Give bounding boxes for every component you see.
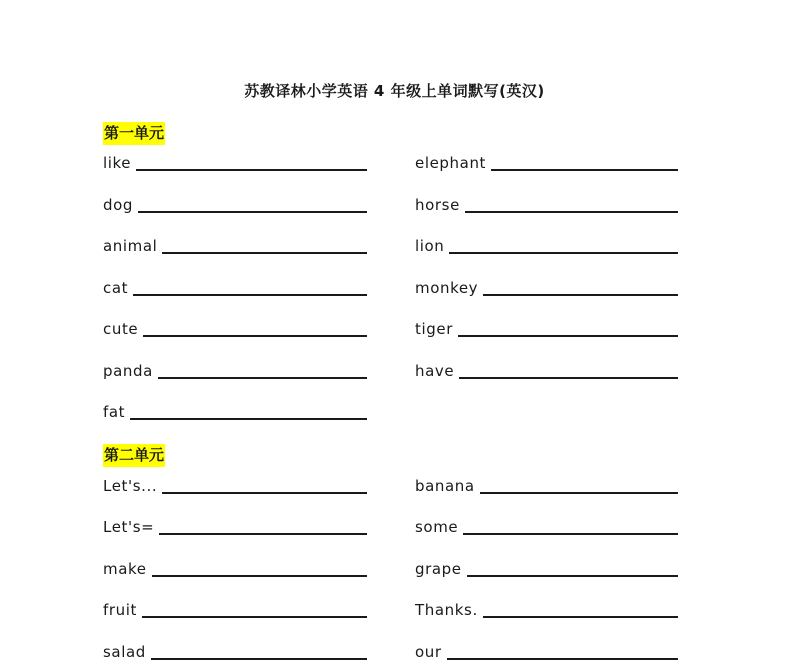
answer-blank[interactable] (465, 211, 678, 213)
word-entry (103, 275, 367, 297)
unit-2-heading: 第二单元 (103, 444, 165, 467)
word-label: like (103, 154, 132, 172)
word-label: Let's= (103, 518, 155, 536)
word-entry (103, 399, 367, 421)
answer-blank[interactable] (136, 169, 367, 171)
word-entry (415, 150, 678, 172)
answer-blank[interactable] (449, 252, 678, 254)
answer-blank[interactable] (447, 658, 678, 660)
word-entry (415, 275, 678, 297)
word-label: animal (103, 237, 158, 255)
word-entry (415, 316, 678, 338)
answer-blank[interactable] (483, 616, 678, 618)
answer-blank[interactable] (162, 492, 367, 494)
word-label: lion (415, 237, 445, 255)
word-entry (103, 514, 367, 536)
answer-blank[interactable] (152, 575, 367, 577)
word-label: salad (103, 643, 146, 661)
word-label: elephant (415, 154, 487, 172)
answer-blank[interactable] (459, 377, 678, 379)
word-entry (415, 597, 678, 619)
word-label: grape (415, 560, 462, 578)
word-entry (103, 473, 367, 495)
answer-blank[interactable] (143, 335, 367, 337)
answer-blank[interactable] (467, 575, 678, 577)
answer-blank[interactable] (458, 335, 678, 337)
word-entry (415, 233, 678, 255)
word-entry (415, 358, 678, 380)
word-label: cute (103, 320, 139, 338)
answer-blank[interactable] (463, 533, 678, 535)
answer-blank[interactable] (142, 616, 367, 618)
answer-blank[interactable] (159, 533, 367, 535)
word-label: Let's... (103, 477, 158, 495)
word-entry (103, 556, 367, 578)
word-entry (103, 639, 367, 661)
word-label: some (415, 518, 459, 536)
word-entry (415, 556, 678, 578)
word-label: Thanks. (415, 601, 478, 619)
word-label: horse (415, 196, 460, 214)
answer-blank[interactable] (133, 294, 367, 296)
page-title: 苏教译林小学英语 4 年级上单词默写(英汉) (244, 82, 545, 100)
word-entry (103, 192, 367, 214)
word-entry (103, 316, 367, 338)
word-entry (415, 639, 678, 661)
answer-blank[interactable] (491, 169, 678, 171)
word-entry (415, 192, 678, 214)
word-label: panda (103, 362, 153, 380)
word-entry (103, 233, 367, 255)
unit-1-heading: 第一单元 (103, 122, 165, 145)
word-entry (103, 358, 367, 380)
word-label: our (415, 643, 442, 661)
word-entry (415, 514, 678, 536)
word-label: cat (103, 279, 129, 297)
word-label: make (103, 560, 147, 578)
word-label: tiger (415, 320, 453, 338)
answer-blank[interactable] (138, 211, 367, 213)
word-label: banana (415, 477, 475, 495)
answer-blank[interactable] (480, 492, 678, 494)
word-entry (103, 150, 367, 172)
word-entry (103, 597, 367, 619)
answer-blank[interactable] (151, 658, 367, 660)
answer-blank[interactable] (130, 418, 367, 420)
word-label: fat (103, 403, 126, 421)
word-label: dog (103, 196, 134, 214)
word-label: monkey (415, 279, 479, 297)
word-label: have (415, 362, 455, 380)
answer-blank[interactable] (162, 252, 367, 254)
word-entry (415, 473, 678, 495)
answer-blank[interactable] (483, 294, 678, 296)
word-label: fruit (103, 601, 138, 619)
answer-blank[interactable] (158, 377, 367, 379)
